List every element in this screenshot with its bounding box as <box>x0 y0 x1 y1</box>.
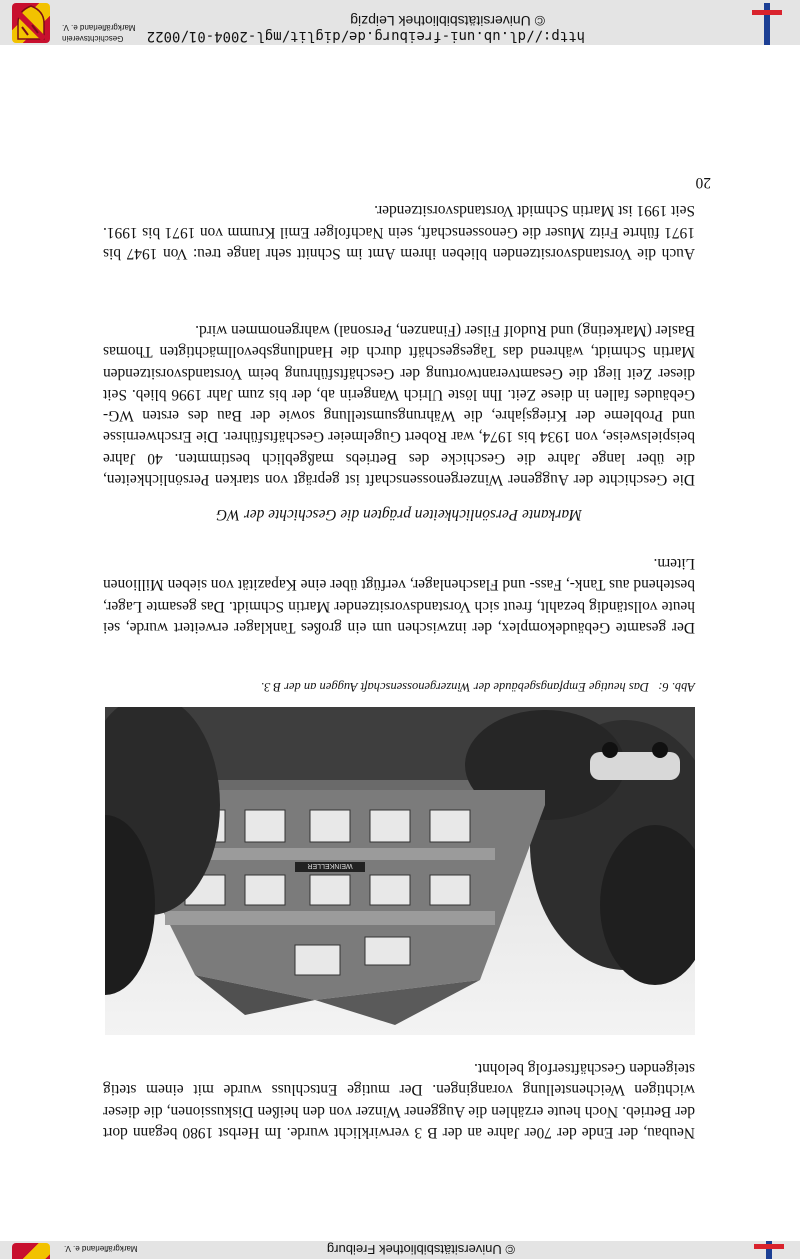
winery-building-photo <box>105 707 695 1035</box>
library-credit-text: © Universitätsbibliothek Leipzig <box>350 13 545 29</box>
university-library-logo-icon[interactable] <box>754 1241 784 1259</box>
university-library-logo-icon[interactable] <box>752 0 782 45</box>
coat-of-arms-icon[interactable] <box>12 3 50 43</box>
body-paragraph: Die Geschichte der Auggener Winzergenossenschaft ist geprägt von starken Persönlichkeiten, die über lange Jahre die Geschicke des Betriebs maßgeblich bestimmten. 40 Jahre beispielsweise, von 1934 bis 1974, war Robert Gugelmeier Geschäftsführer. Die Erschwernisse und Probleme der Kriegsjahre, die Währungsumstellung sowie der Bau des ersten WG-Gebäudes fallen in diese Zeit. Ihn löste Ulrich Wangerin ab, der bis zum Jahr 1996 blieb. Seit dieser Zeit liegt die Gesamtverantwortung der Geschäftsführung beim Vorstandsvorsitzenden Martin Schmidt, während das Tagesgeschäft durch die Handlungsbevollmächtigten Thomas Basler (Marketing) und Rudolf Filser (Finanzen, Personal) wahrgenommen wird. <box>103 321 695 488</box>
viewer-header-bar <box>0 1241 800 1259</box>
document-url-link[interactable]: http://dl.ub.uni-freiburg.de/diglit/mgl-2004-01/0022 <box>146 28 585 44</box>
society-name-text: Markgräflerland e. V. <box>64 1244 138 1253</box>
building-sign: WEINKELLER <box>307 862 353 869</box>
body-paragraph: Der gesamte Gebäudekomplex, der inzwischen um ein großes Tanklager erweitert wurde, sei heute vollständig bezahlt, freut sich Vorstandsvorsitzender Martin Schmidt. Das gesamte Lager, bestehend aus Tank-, Fass- und Flaschenlager, verfügt über eine Kapazität von sieben Millionen Litern. <box>103 555 695 636</box>
library-credit-text: © Universitätsbibliothek Freiburg <box>326 1242 515 1257</box>
page-number: 20 <box>695 174 711 191</box>
society-name-line-1: Geschichtsverein <box>62 34 124 43</box>
figure-label: Abb. 6: <box>658 680 695 694</box>
viewer-footer-bar <box>0 0 800 45</box>
section-heading: Markante Persönlichkeiten prägten die Geschichte der WG <box>216 506 582 523</box>
figure-caption <box>103 679 695 694</box>
body-paragraph: Neubau, der Ende der 70er Jahre an der B 3 verwirklicht wurde. Im Herbst 1980 begann dort der Betrieb. Noch heute erzählen die Auggener Winzer von den heißen Diskussionen, die dieser wichtigen Weichenstellung vorangingen. Der mutige Entschluss wurde mit einem stetig steigenden Geschäftserfolg belohnt. <box>103 1060 695 1141</box>
coat-of-arms-icon[interactable] <box>12 1243 50 1259</box>
society-name-line-2: Markgräflerland e. V. <box>62 23 136 32</box>
figure-caption-text: Das heutige Empfangsgebäude der Winzergenossenschaft Auggen an der B 3. <box>260 680 649 694</box>
body-paragraph: Auch die Vorstandsvorsitzenden blieben ihrem Amt im Schnitt sehr lange treu: Von 1947 bis 1971 führte Fritz Muser die Genossenschaft, sein Nachfolger Emil Krumm von 1971 bis 1991. Seit 1991 ist Martin Schmidt Vorstandsvorsitzender. <box>103 202 695 262</box>
